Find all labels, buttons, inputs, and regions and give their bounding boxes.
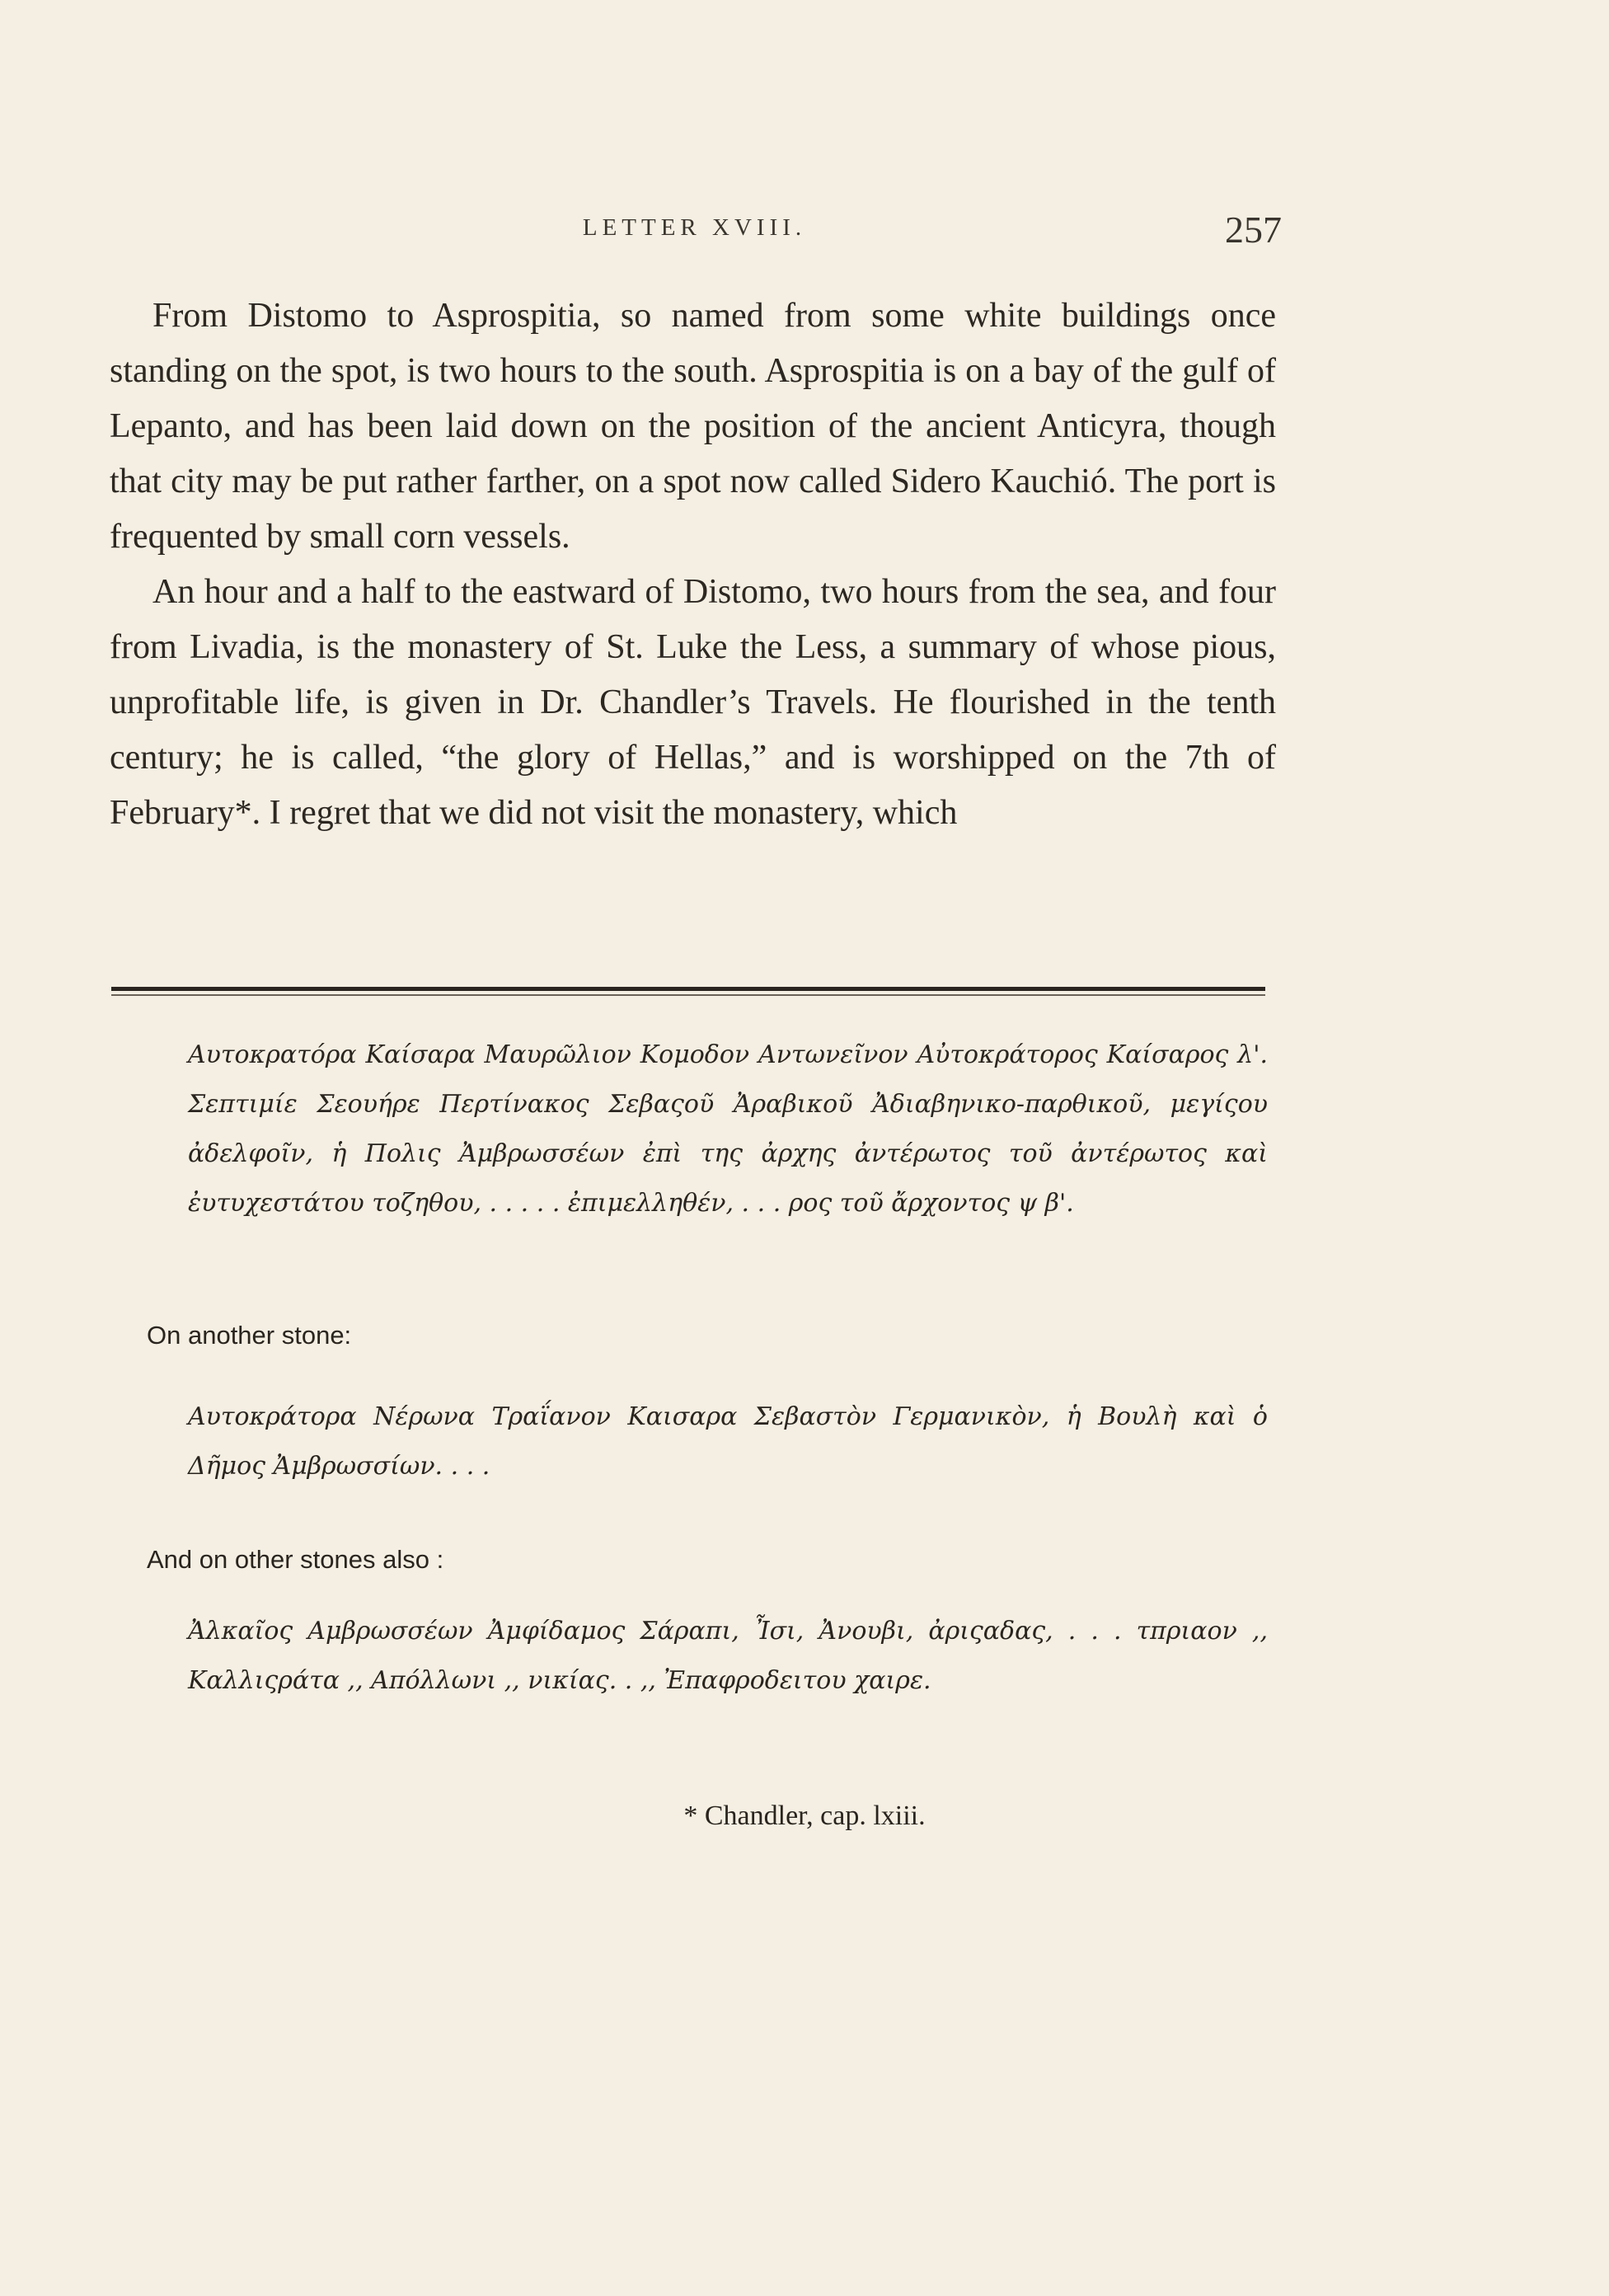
inscription-first: Αυτοκρατόρα Καίσαρα Μαυρῶλιον Κομοδον Αντωνεῖνον Αὐτοκράτορος Καίσαρος λ'. Σεπτιμίε Σεουήρε Περτίνακος Σεβαςοῦ Ἀραβικοῦ Ἀδιαβηνικο-παρθικοῦ, μεγίςου ἀδελφοῖν, ἡ Πολις Ἀμβρωσσέων ἐπὶ της ἀρχης ἀντέρωτος τοῦ ἀντέρωτος καὶ ἐυτυχεστάτου τοζηθου, . . . . . ἐπιμελληθέν, . . . ρος τοῦ ἄρχοντος ψ β'. [188, 1040, 1268, 1218]
inscription-label-another-stone: On another stone: [147, 1321, 352, 1350]
paragraph: An hour and a half to the eastward of Distomo, two hours from the sea, and four from Livadia, is the monastery of St. Luke the Less, a summary of whose pious, unprofitable life, is given in Dr. Chandler’s Travels. He flourished in the tenth century; he is called, “the glory of Hellas,” and is worshipped on the 7th of February*. I regret that we did not visit the monastery, which [110, 573, 1276, 832]
running-head [107, 208, 1282, 257]
main-text [110, 289, 1276, 841]
inscription-label-other-stones: And on other stones also : [147, 1545, 444, 1574]
running-title: LETTER XVIII. [582, 214, 807, 241]
inscription-third: Ἀλκαῖος Αμβρωσσέων Ἀμφίδαμος Σάραπι, Ἶσι, Ἀνουβι, ἀριςαδας, . . . τπριαον ,, Καλλιςράτα ,, Απόλλωνι ,, νικίας. . ,, Ἐπαφροδειτου χαιρε. [188, 1617, 1268, 1695]
footnote: * Chandler, cap. lxiii. [683, 1801, 926, 1831]
footnote-rule [111, 987, 1265, 991]
paragraph: From Distomo to Asprospitia, so named from some white buildings once standing on the spot, is two hours to the south. Asprospitia is on a bay of the gulf of Lepanto, and has been laid down on the position of the ancient Anticyra, though that city may be put rather farther, on a spot now called Sidero Kauchió. The port is frequented by small corn vessels. [110, 297, 1276, 556]
inscription-second: Αυτοκράτορα Νέρωνα Τραΐανον Καισαρα Σεβαστὸν Γερμανικὸν, ἡ Βουλὴ καὶ ὁ Δῆμος Ἀμβρωσσίων. . . . [188, 1402, 1268, 1481]
footnote-rule-thin [111, 994, 1265, 996]
page-number: 257 [1225, 209, 1282, 251]
